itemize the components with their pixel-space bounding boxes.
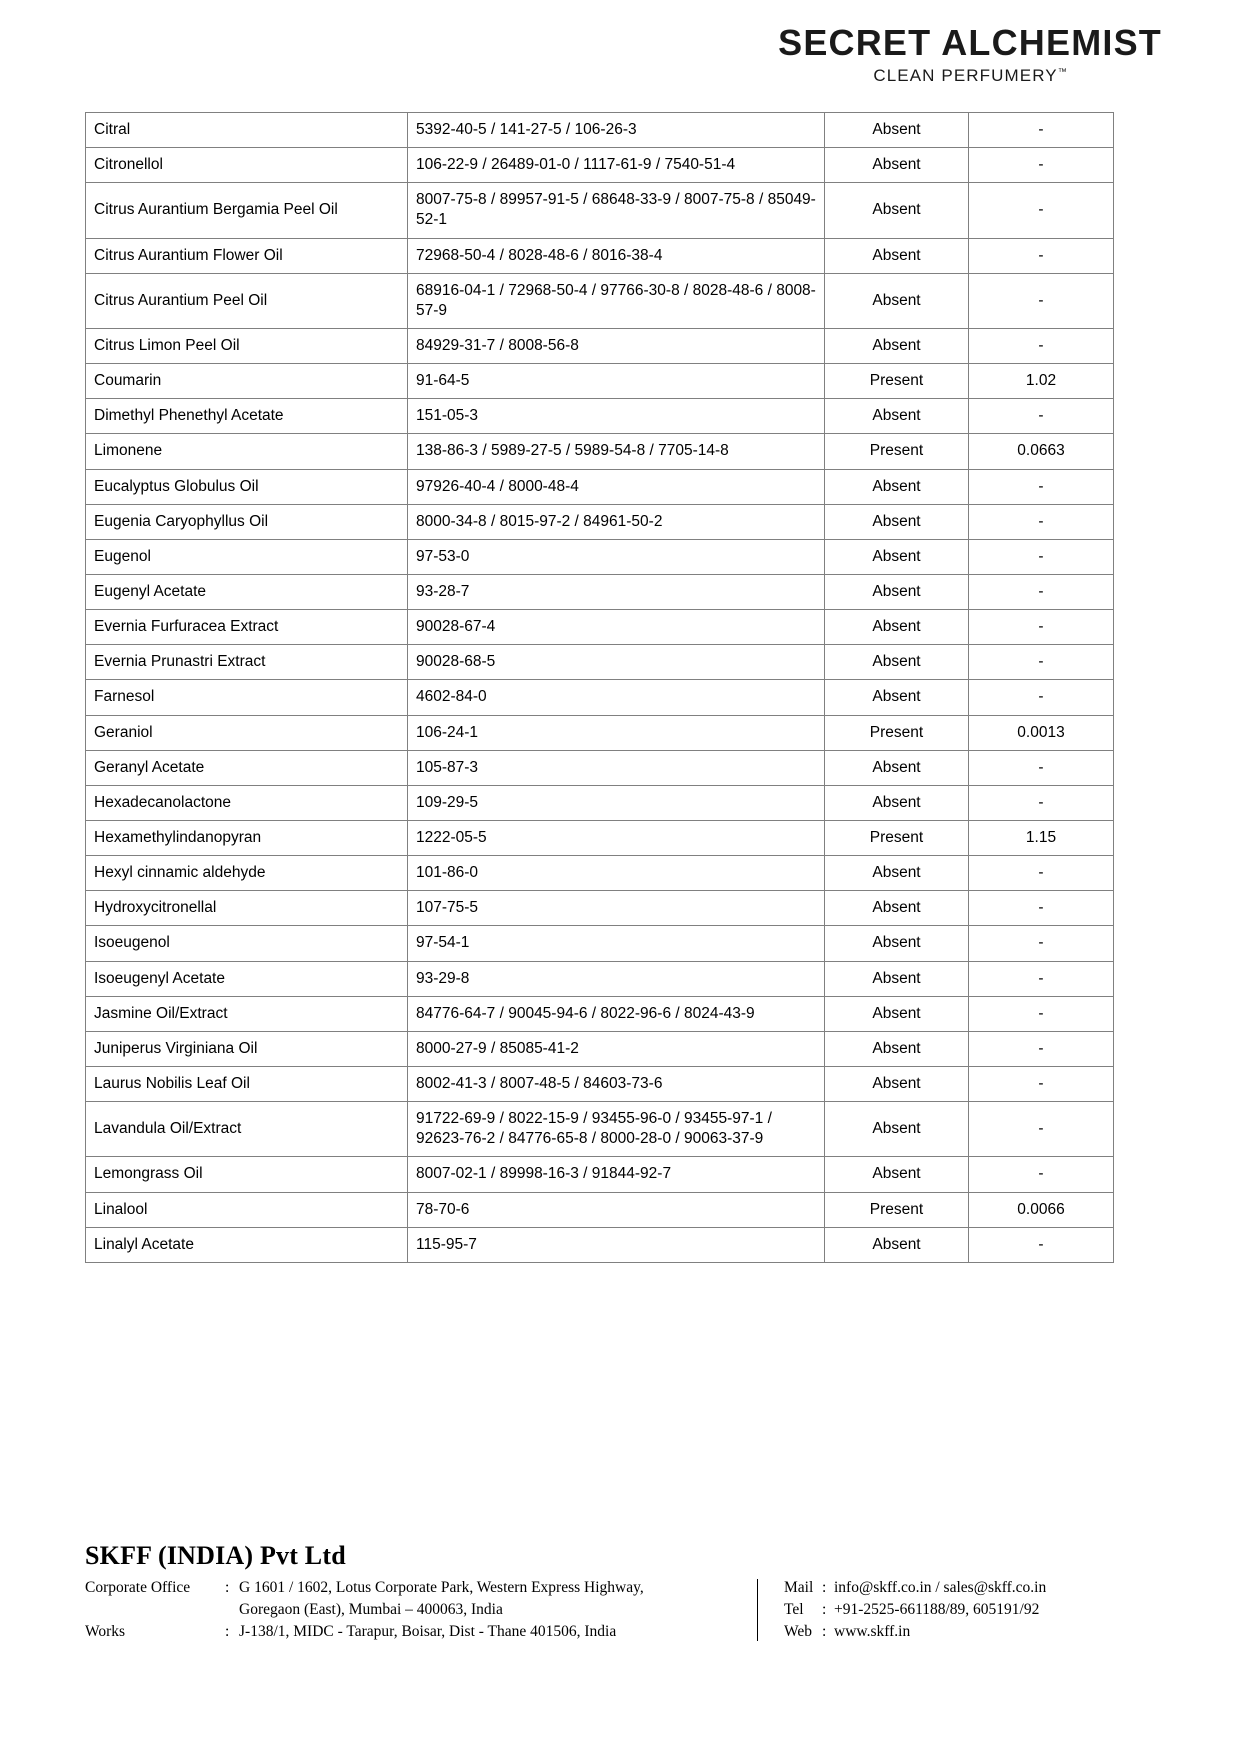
ingredient-name-cell: Limonene <box>86 434 408 469</box>
table-row <box>86 961 1114 996</box>
presence-status-cell: Absent <box>825 926 969 961</box>
ingredient-name-cell: Eugenia Caryophyllus Oil <box>86 504 408 539</box>
concentration-value-cell: - <box>969 610 1114 645</box>
presence-status-cell: Absent <box>825 148 969 183</box>
presence-status-cell: Absent <box>825 539 969 574</box>
cas-number-cell: 93-28-7 <box>408 574 825 609</box>
concentration-value-cell: - <box>969 399 1114 434</box>
ingredient-name-cell: Linalool <box>86 1192 408 1227</box>
concentration-value-cell: 1.02 <box>969 364 1114 399</box>
table-row <box>86 399 1114 434</box>
contact-colon: : <box>822 1623 827 1640</box>
presence-status-cell: Absent <box>825 891 969 926</box>
table-row <box>86 680 1114 715</box>
cas-number-cell: 84776-64-7 / 90045-94-6 / 8022-96-6 / 8024-43-9 <box>408 996 825 1031</box>
footer-company-name: SKFF (INDIA) Pvt Ltd <box>85 1541 346 1570</box>
concentration-value-cell: 0.0663 <box>969 434 1114 469</box>
ingredients-table-wrap <box>85 112 1162 1263</box>
ingredient-name-cell: Isoeugenol <box>86 926 408 961</box>
ingredient-name-cell: Lavandula Oil/Extract <box>86 1102 408 1157</box>
table-row <box>86 610 1114 645</box>
ingredients-table-body <box>86 113 1114 1263</box>
ingredients-table <box>85 112 1114 1263</box>
concentration-value-cell: - <box>969 238 1114 273</box>
concentration-value-cell: - <box>969 328 1114 363</box>
contact-value: info@skff.co.in / sales@skff.co.in <box>834 1579 1047 1596</box>
contact-row <box>784 1599 1162 1621</box>
presence-status-cell: Absent <box>825 1227 969 1262</box>
cas-number-cell: 101-86-0 <box>408 856 825 891</box>
cas-number-cell: 105-87-3 <box>408 750 825 785</box>
contact-colon: : <box>822 1601 827 1618</box>
page-footer <box>0 1541 1240 1643</box>
ingredient-name-cell: Eugenyl Acetate <box>86 574 408 609</box>
contact-row <box>784 1577 1162 1599</box>
ingredient-name-cell: Juniperus Virginiana Oil <box>86 1031 408 1066</box>
table-row <box>86 926 1114 961</box>
table-row <box>86 1192 1114 1227</box>
presence-status-cell: Absent <box>825 469 969 504</box>
concentration-value-cell: - <box>969 750 1114 785</box>
concentration-value-cell: - <box>969 926 1114 961</box>
presence-status-cell: Absent <box>825 183 969 238</box>
cas-number-cell: 8000-27-9 / 85085-41-2 <box>408 1031 825 1066</box>
works-line: J-138/1, MIDC - Tarapur, Boisar, Dist - Thane 401506, India <box>239 1623 617 1640</box>
concentration-value-cell: - <box>969 113 1114 148</box>
contact-label: Tel <box>784 1601 804 1618</box>
table-row <box>86 996 1114 1031</box>
presence-status-cell: Absent <box>825 238 969 273</box>
ingredient-name-cell: Hexamethylindanopyran <box>86 820 408 855</box>
cas-number-cell: 91722-69-9 / 8022-15-9 / 93455-96-0 / 93455-97-1 / 92623-76-2 / 84776-65-8 / 8000-28-0 / 90063-37-9 <box>408 1102 825 1157</box>
ingredient-name-cell: Hexyl cinnamic aldehyde <box>86 856 408 891</box>
ingredient-name-cell: Dimethyl Phenethyl Acetate <box>86 399 408 434</box>
concentration-value-cell: - <box>969 1157 1114 1192</box>
table-row <box>86 820 1114 855</box>
ingredient-name-cell: Eucalyptus Globulus Oil <box>86 469 408 504</box>
ingredient-name-cell: Eugenol <box>86 539 408 574</box>
concentration-value-cell: - <box>969 1227 1114 1262</box>
presence-status-cell: Absent <box>825 113 969 148</box>
table-row <box>86 1102 1114 1157</box>
table-row <box>86 574 1114 609</box>
ingredient-name-cell: Citrus Aurantium Bergamia Peel Oil <box>86 183 408 238</box>
cas-number-cell: 68916-04-1 / 72968-50-4 / 97766-30-8 / 8028-48-6 / 8008-57-9 <box>408 273 825 328</box>
contact-label: Mail <box>784 1579 814 1596</box>
cas-number-cell: 106-22-9 / 26489-01-0 / 1117-61-9 / 7540-51-4 <box>408 148 825 183</box>
concentration-value-cell: - <box>969 961 1114 996</box>
ingredient-name-cell: Coumarin <box>86 364 408 399</box>
table-row <box>86 238 1114 273</box>
presence-status-cell: Absent <box>825 1102 969 1157</box>
page-header <box>0 0 1240 112</box>
works-colon: : <box>225 1623 230 1640</box>
concentration-value-cell: - <box>969 504 1114 539</box>
cas-number-cell: 1222-05-5 <box>408 820 825 855</box>
presence-status-cell: Absent <box>825 961 969 996</box>
presence-status-cell: Absent <box>825 504 969 539</box>
cas-number-cell: 78-70-6 <box>408 1192 825 1227</box>
cas-number-cell: 84929-31-7 / 8008-56-8 <box>408 328 825 363</box>
ingredient-name-cell: Citrus Aurantium Flower Oil <box>86 238 408 273</box>
cas-number-cell: 115-95-7 <box>408 1227 825 1262</box>
presence-status-cell: Absent <box>825 645 969 680</box>
presence-status-cell: Absent <box>825 273 969 328</box>
concentration-value-cell: - <box>969 1031 1114 1066</box>
table-row <box>86 469 1114 504</box>
concentration-value-cell: - <box>969 539 1114 574</box>
table-row <box>86 113 1114 148</box>
table-row <box>86 645 1114 680</box>
cas-number-cell: 107-75-5 <box>408 891 825 926</box>
cas-number-cell: 4602-84-0 <box>408 680 825 715</box>
table-row <box>86 328 1114 363</box>
table-row <box>86 364 1114 399</box>
contact-value: www.skff.in <box>834 1623 911 1640</box>
ingredient-name-cell: Lemongrass Oil <box>86 1157 408 1192</box>
concentration-value-cell: - <box>969 891 1114 926</box>
corporate-office-colon: : <box>225 1579 230 1596</box>
ingredient-name-cell: Citrus Limon Peel Oil <box>86 328 408 363</box>
presence-status-cell: Present <box>825 364 969 399</box>
table-row <box>86 504 1114 539</box>
concentration-value-cell: 0.0013 <box>969 715 1114 750</box>
footer-columns <box>85 1577 1162 1643</box>
corporate-office-row <box>85 1577 757 1599</box>
concentration-value-cell: - <box>969 996 1114 1031</box>
brand-tagline-wrap <box>873 66 1066 86</box>
ingredient-name-cell: Laurus Nobilis Leaf Oil <box>86 1066 408 1101</box>
presence-status-cell: Absent <box>825 750 969 785</box>
presence-status-cell: Absent <box>825 1031 969 1066</box>
ingredient-name-cell: Citrus Aurantium Peel Oil <box>86 273 408 328</box>
ingredient-name-cell: Linalyl Acetate <box>86 1227 408 1262</box>
ingredient-name-cell: Evernia Prunastri Extract <box>86 645 408 680</box>
trademark-symbol: ™ <box>1057 66 1067 77</box>
cas-number-cell: 109-29-5 <box>408 785 825 820</box>
concentration-value-cell: - <box>969 1066 1114 1101</box>
table-row <box>86 539 1114 574</box>
table-row <box>86 1031 1114 1066</box>
cas-number-cell: 8000-34-8 / 8015-97-2 / 84961-50-2 <box>408 504 825 539</box>
contact-row <box>784 1621 1162 1643</box>
ingredient-name-cell: Evernia Furfuracea Extract <box>86 610 408 645</box>
cas-number-cell: 90028-68-5 <box>408 645 825 680</box>
presence-status-cell: Absent <box>825 785 969 820</box>
concentration-value-cell: - <box>969 183 1114 238</box>
corporate-office-line2: Goregaon (East), Mumbai – 400063, India <box>239 1601 503 1618</box>
concentration-value-cell: - <box>969 680 1114 715</box>
presence-status-cell: Present <box>825 820 969 855</box>
cas-number-cell: 8007-75-8 / 89957-91-5 / 68648-33-9 / 8007-75-8 / 85049-52-1 <box>408 183 825 238</box>
presence-status-cell: Absent <box>825 1157 969 1192</box>
ingredient-name-cell: Jasmine Oil/Extract <box>86 996 408 1031</box>
cas-number-cell: 8002-41-3 / 8007-48-5 / 84603-73-6 <box>408 1066 825 1101</box>
cas-number-cell: 93-29-8 <box>408 961 825 996</box>
works-label: Works <box>85 1623 126 1640</box>
concentration-value-cell: - <box>969 273 1114 328</box>
cas-number-cell: 138-86-3 / 5989-27-5 / 5989-54-8 / 7705-14-8 <box>408 434 825 469</box>
presence-status-cell: Absent <box>825 574 969 609</box>
presence-status-cell: Absent <box>825 399 969 434</box>
presence-status-cell: Absent <box>825 328 969 363</box>
presence-status-cell: Present <box>825 434 969 469</box>
contact-colon: : <box>822 1579 827 1596</box>
ingredient-name-cell: Citronellol <box>86 148 408 183</box>
table-row <box>86 750 1114 785</box>
concentration-value-cell: - <box>969 574 1114 609</box>
presence-status-cell: Absent <box>825 680 969 715</box>
cas-number-cell: 72968-50-4 / 8028-48-6 / 8016-38-4 <box>408 238 825 273</box>
ingredient-name-cell: Geraniol <box>86 715 408 750</box>
ingredient-name-cell: Hexadecanolactone <box>86 785 408 820</box>
ingredient-name-cell: Hydroxycitronellal <box>86 891 408 926</box>
presence-status-cell: Absent <box>825 610 969 645</box>
concentration-value-cell: - <box>969 148 1114 183</box>
cas-number-cell: 91-64-5 <box>408 364 825 399</box>
table-row <box>86 1227 1114 1262</box>
cas-number-cell: 106-24-1 <box>408 715 825 750</box>
presence-status-cell: Present <box>825 1192 969 1227</box>
cas-number-cell: 5392-40-5 / 141-27-5 / 106-26-3 <box>408 113 825 148</box>
ingredient-name-cell: Farnesol <box>86 680 408 715</box>
brand-name: SECRET ALCHEMIST <box>778 22 1162 63</box>
cas-number-cell: 8007-02-1 / 89998-16-3 / 91844-92-7 <box>408 1157 825 1192</box>
concentration-value-cell: - <box>969 469 1114 504</box>
table-row <box>86 1066 1114 1101</box>
cas-number-cell: 90028-67-4 <box>408 610 825 645</box>
cas-number-cell: 97926-40-4 / 8000-48-4 <box>408 469 825 504</box>
footer-contact-block <box>784 1577 1162 1643</box>
cas-number-cell: 151-05-3 <box>408 399 825 434</box>
concentration-value-cell: - <box>969 1102 1114 1157</box>
ingredient-name-cell: Geranyl Acetate <box>86 750 408 785</box>
cas-number-cell: 97-53-0 <box>408 539 825 574</box>
contact-label: Web <box>784 1623 813 1640</box>
table-row <box>86 785 1114 820</box>
presence-status-cell: Absent <box>825 996 969 1031</box>
concentration-value-cell: 0.0066 <box>969 1192 1114 1227</box>
concentration-value-cell: 1.15 <box>969 820 1114 855</box>
table-row <box>86 856 1114 891</box>
footer-address-block <box>85 1577 757 1643</box>
concentration-value-cell: - <box>969 785 1114 820</box>
brand-tagline: CLEAN PERFUMERY <box>873 65 1058 85</box>
cas-number-cell: 97-54-1 <box>408 926 825 961</box>
footer-vertical-divider <box>757 1579 758 1641</box>
presence-status-cell: Present <box>825 715 969 750</box>
table-row <box>86 715 1114 750</box>
concentration-value-cell: - <box>969 856 1114 891</box>
table-row <box>86 434 1114 469</box>
table-row <box>86 273 1114 328</box>
table-row <box>86 183 1114 238</box>
table-row <box>86 1157 1114 1192</box>
corporate-office-line1: G 1601 / 1602, Lotus Corporate Park, Western Express Highway, <box>239 1579 644 1596</box>
corporate-office-label: Corporate Office <box>85 1579 191 1596</box>
contact-value: +91-2525-661188/89, 605191/92 <box>834 1601 1040 1618</box>
brand-logo <box>778 24 1162 86</box>
table-row <box>86 148 1114 183</box>
presence-status-cell: Absent <box>825 1066 969 1101</box>
ingredient-name-cell: Isoeugenyl Acetate <box>86 961 408 996</box>
ingredient-name-cell: Citral <box>86 113 408 148</box>
concentration-value-cell: - <box>969 645 1114 680</box>
presence-status-cell: Absent <box>825 856 969 891</box>
works-row <box>85 1621 757 1643</box>
table-row <box>86 891 1114 926</box>
